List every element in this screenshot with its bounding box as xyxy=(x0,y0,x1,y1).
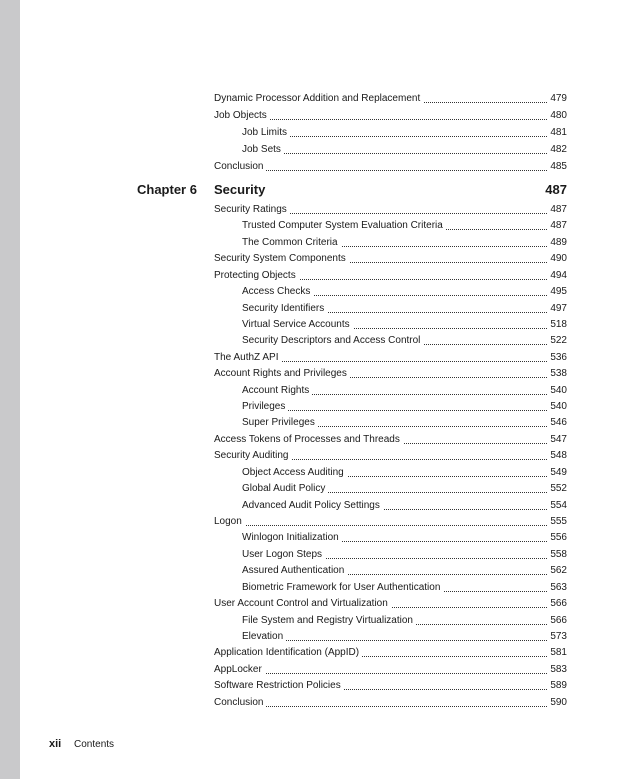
toc-entry-title: Job Sets xyxy=(242,144,284,155)
toc-entry-title: Assured Authentication xyxy=(242,565,347,576)
toc-entry-title: Trusted Computer System Evaluation Criteria xyxy=(242,220,446,231)
toc-entry-page-number: 555 xyxy=(550,515,567,527)
chapter-number: Chapter 6 xyxy=(137,182,197,197)
toc-entry-page-number: 489 xyxy=(550,236,567,248)
toc-entry-page-number: 549 xyxy=(550,466,567,478)
toc-entry-title: Account Rights xyxy=(242,385,312,396)
toc-entry-page-number: 490 xyxy=(550,253,567,265)
toc-entry[interactable] xyxy=(214,448,567,463)
toc-entry-page-number: 540 xyxy=(550,401,567,413)
toc-entry[interactable] xyxy=(242,498,567,513)
chapter-title: Security xyxy=(214,182,266,197)
toc-entry-page-number: 540 xyxy=(550,384,567,396)
toc-entry[interactable] xyxy=(242,142,567,157)
toc-entry[interactable] xyxy=(242,399,567,414)
toc-entry-page-number: 554 xyxy=(550,499,567,511)
toc-entry-page-number: 494 xyxy=(550,269,567,281)
toc-entry-page-number: 546 xyxy=(550,417,567,429)
toc-entry[interactable] xyxy=(242,125,567,140)
toc-entry-page-number: 558 xyxy=(550,548,567,560)
page-folio: xii xyxy=(49,738,62,750)
toc-entry-title: Security System Components xyxy=(214,253,349,264)
toc-entry[interactable] xyxy=(242,481,567,496)
dot-leader xyxy=(242,410,567,411)
toc-entry-title: Access Tokens of Processes and Threads xyxy=(214,434,403,445)
toc-entry-title: Application Identification (AppID) xyxy=(214,647,362,658)
toc-entry-title: File System and Registry Virtualization xyxy=(242,615,416,626)
toc-entry-title: AppLocker xyxy=(214,664,265,675)
toc-entry[interactable] xyxy=(242,547,567,562)
toc-entry-title: Job Objects xyxy=(214,110,270,121)
toc-entry-page-number: 497 xyxy=(550,302,567,314)
dot-leader xyxy=(242,136,567,137)
toc-entry-page-number: 563 xyxy=(550,581,567,593)
toc-entry[interactable] xyxy=(214,645,567,660)
toc-entry-title: User Account Control and Virtualization xyxy=(214,598,391,609)
toc-entry-page-number: 556 xyxy=(550,532,567,544)
toc-entry-page-number: 480 xyxy=(550,110,567,122)
toc-entry[interactable] xyxy=(242,235,567,250)
dot-leader xyxy=(214,706,567,707)
toc-entry-page-number: 485 xyxy=(550,161,567,173)
toc-entry[interactable] xyxy=(242,613,567,628)
toc-entry[interactable] xyxy=(242,530,567,545)
toc-entry[interactable] xyxy=(214,514,567,529)
toc-entry-title: Advanced Audit Policy Settings xyxy=(242,500,383,511)
toc-entry[interactable] xyxy=(214,251,567,266)
toc-entry[interactable] xyxy=(242,333,567,348)
toc-entry-title: Elevation xyxy=(242,631,286,642)
toc-entry[interactable] xyxy=(214,662,567,677)
toc-entry-page-number: 566 xyxy=(550,614,567,626)
toc-entry-title: Security Ratings xyxy=(214,204,290,215)
toc-entry[interactable] xyxy=(214,91,567,106)
toc-entry-page-number: 552 xyxy=(550,483,567,495)
toc-entry[interactable] xyxy=(214,159,567,174)
toc-entry-title: Conclusion xyxy=(214,161,266,172)
toc-entry[interactable] xyxy=(214,366,567,381)
toc-entry-page-number: 566 xyxy=(550,598,567,610)
toc-entry-title: The Common Criteria xyxy=(242,237,341,248)
toc-entry[interactable] xyxy=(242,415,567,430)
dot-leader xyxy=(214,673,567,674)
toc-entry-title: Privileges xyxy=(242,401,288,412)
toc-entry-page-number: 562 xyxy=(550,565,567,577)
toc-entry-title: Security Descriptors and Access Control xyxy=(242,335,423,346)
page-footer xyxy=(49,736,114,752)
dot-leader xyxy=(214,170,567,171)
toc-entry-page-number: 479 xyxy=(550,93,567,104)
toc-entry-title: Software Restriction Policies xyxy=(214,680,344,691)
toc-entry[interactable] xyxy=(242,317,567,332)
dot-leader xyxy=(214,525,567,526)
toc-entry[interactable] xyxy=(242,218,567,233)
toc-entry-page-number: 487 xyxy=(550,204,567,215)
toc-entry-title: Object Access Auditing xyxy=(242,467,347,478)
toc-entry-title: Dynamic Processor Addition and Replacement xyxy=(214,93,423,104)
toc-entry-title: Security Auditing xyxy=(214,450,292,461)
toc-entry-title: User Logon Steps xyxy=(242,549,325,560)
toc-entry-page-number: 481 xyxy=(550,127,567,139)
toc-entry-title: Winlogon Initialization xyxy=(242,532,342,543)
toc-entry-page-number: 536 xyxy=(550,351,567,363)
toc-entry-title: The AuthZ API xyxy=(214,352,281,363)
dot-leader xyxy=(242,153,567,154)
toc-entry-page-number: 583 xyxy=(550,663,567,675)
toc-entry[interactable] xyxy=(214,432,567,447)
toc-entry-page-number: 573 xyxy=(550,630,567,642)
toc-entry-page-number: 522 xyxy=(550,335,567,347)
toc-entry-title: Job Limits xyxy=(242,127,290,138)
toc-entry-page-number: 581 xyxy=(550,647,567,659)
toc-entry[interactable] xyxy=(242,284,567,299)
toc-entry[interactable] xyxy=(242,301,567,316)
toc-entry[interactable] xyxy=(214,695,567,710)
toc-entry-title: Access Checks xyxy=(242,286,313,297)
toc-entry[interactable] xyxy=(242,580,567,595)
toc-entry[interactable] xyxy=(242,563,567,578)
toc-entry-title: Biometric Framework for User Authentication xyxy=(242,582,443,593)
toc-entry-page-number: 538 xyxy=(550,368,567,380)
toc-entry[interactable] xyxy=(214,268,567,283)
toc-entry[interactable] xyxy=(214,678,567,693)
toc-entry-title: Account Rights and Privileges xyxy=(214,368,350,379)
running-footer-label: Contents xyxy=(74,739,115,750)
toc-entry-title: Security Identifiers xyxy=(242,303,327,314)
toc-entry-title: Logon xyxy=(214,516,245,527)
chapter-heading[interactable] xyxy=(137,180,567,200)
toc-entry-title: Global Audit Policy xyxy=(242,483,328,494)
toc-entry[interactable] xyxy=(242,383,567,398)
toc-entry[interactable] xyxy=(214,350,567,365)
toc-entry-page-number: 590 xyxy=(550,696,567,708)
dot-leader xyxy=(242,640,567,641)
chapter-page-number: 487 xyxy=(545,182,567,197)
toc-entry-page-number: 547 xyxy=(550,433,567,445)
toc-entry-title: Protecting Objects xyxy=(214,270,299,281)
toc-entry-title: Virtual Service Accounts xyxy=(242,319,353,330)
toc-entry[interactable] xyxy=(214,202,567,217)
toc-entry[interactable] xyxy=(214,596,567,611)
toc-entry[interactable] xyxy=(242,629,567,644)
toc-entry-page-number: 589 xyxy=(550,680,567,692)
toc-entry-page-number: 548 xyxy=(550,450,567,462)
toc-entry-page-number: 495 xyxy=(550,286,567,298)
toc-entry-page-number: 482 xyxy=(550,144,567,156)
toc-entry-page-number: 487 xyxy=(550,220,567,232)
toc-entry-title: Conclusion xyxy=(214,697,266,708)
toc-entry-page-number: 518 xyxy=(550,318,567,330)
toc-entry[interactable] xyxy=(214,108,567,123)
toc-entry-title: Super Privileges xyxy=(242,417,318,428)
toc-entry[interactable] xyxy=(242,465,567,480)
